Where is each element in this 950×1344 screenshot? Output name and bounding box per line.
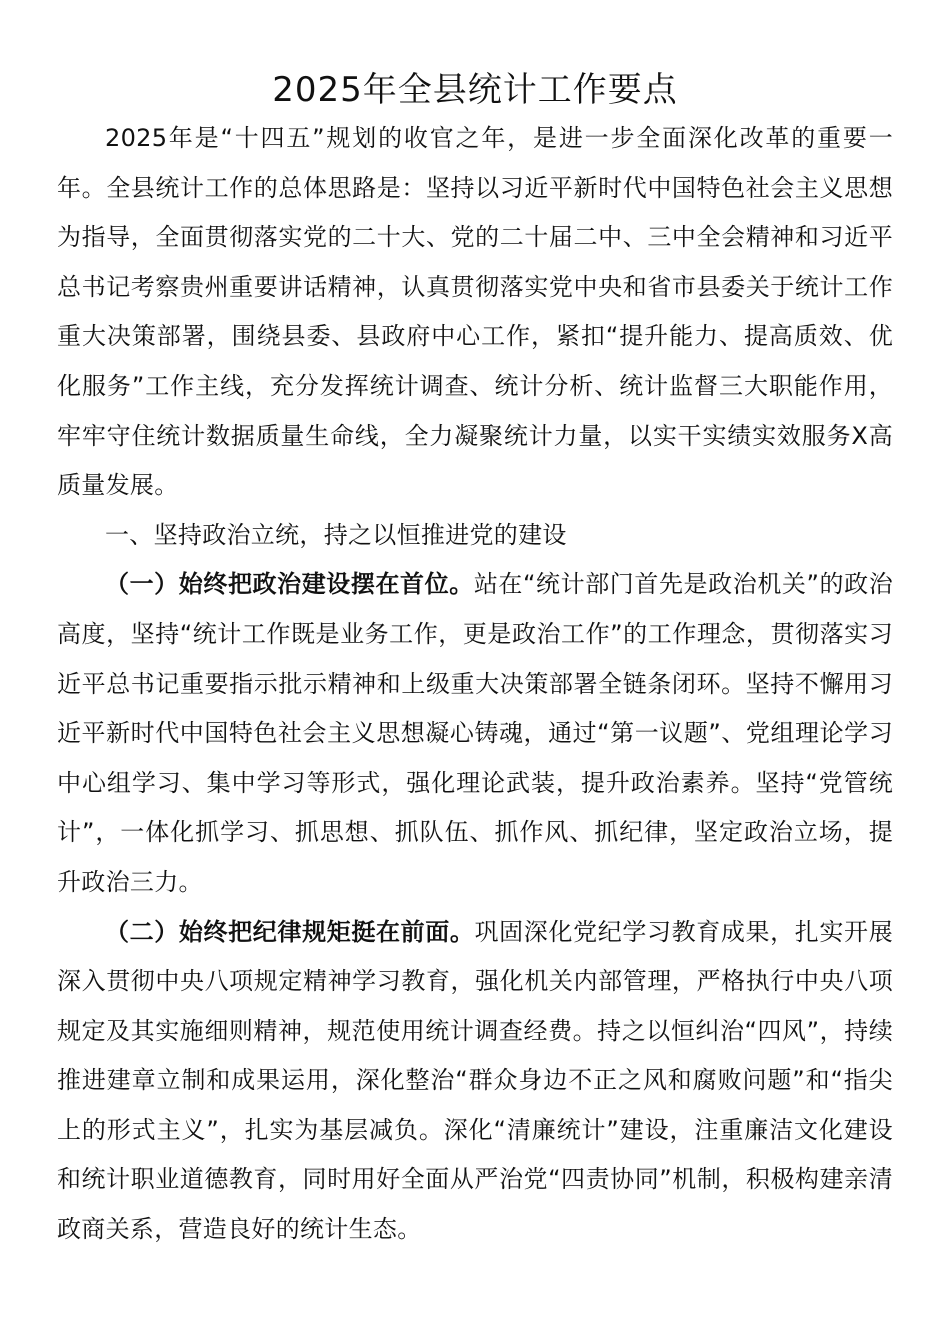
section-heading-1: 一、坚持政治立统，持之以恒推进党的建设 bbox=[105, 520, 567, 549]
item-2-lead: （二）始终把纪律规矩挺在前面。 bbox=[105, 917, 475, 946]
item-1-lead: （一）始终把政治建设摆在首位。 bbox=[105, 570, 474, 599]
item-1-text: 站在“统计部门首先是政治机关”的政治高度，坚持“统计工作既是业务工作，更是政治工作”的工作理念，贯彻落实习近平总书记重要指示批示精神和上级重大决策部署全链条闭环。坚持不懈用习近平新时代中国特色社会主义思想凝心铸魂，通过“第一议题”、党组理论学习中心组学习、集中学习等形式，强化理论武装，提升政治素养。坚持“党管统计”，一体化抓学习、抓思想、抓队伍、抓作风、抓纪律，坚定政治立场，提升政治三力。 bbox=[57, 570, 893, 896]
document-body bbox=[57, 114, 893, 1255]
item-2-text: 巩固深化党纪学习教育成果，扎实开展深入贯彻中央八项规定精神学习教育，强化机关内部管理，严格执行中央八项规定及其实施细则精神，规范使用统计调查经费。持之以恒纠治“四风”，持续推进建章立制和成果运用，深化整治“群众身边不正之风和腐败问题”和“指尖上的形式主义”，扎实为基层减负。深化“清廉统计”建设，注重廉洁文化建设和统计职业道德教育，同时用好全面从严治党“四责协同”机制，积极构建亲清政商关系，营造良好的统计生态。 bbox=[57, 917, 893, 1244]
document-title: 2025年全县统计工作要点 bbox=[272, 70, 678, 110]
intro-paragraph: 2025年是“十四五”规划的收官之年，是进一步全面深化改革的重要一年。全县统计工作的总体思路是：坚持以习近平新时代中国特色社会主义思想为指导，全面贯彻落实党的二十大、党的二十届二中、三中全会精神和习近平总书记考察贵州重要讲话精神，认真贯彻落实党中央和省市县委关于统计工作重大决策部署，围绕县委、县政府中心工作，紧扣“提升能力、提高质效、优化服务”工作主线，充分发挥统计调查、统计分析、统计监督三大职能作用，牢牢守住统计数据质量生命线，全力凝聚统计力量，以实干实绩实效服务X高质量发展。 bbox=[57, 124, 893, 500]
item-1-paragraph bbox=[57, 560, 893, 907]
item-2-paragraph bbox=[57, 908, 893, 1255]
